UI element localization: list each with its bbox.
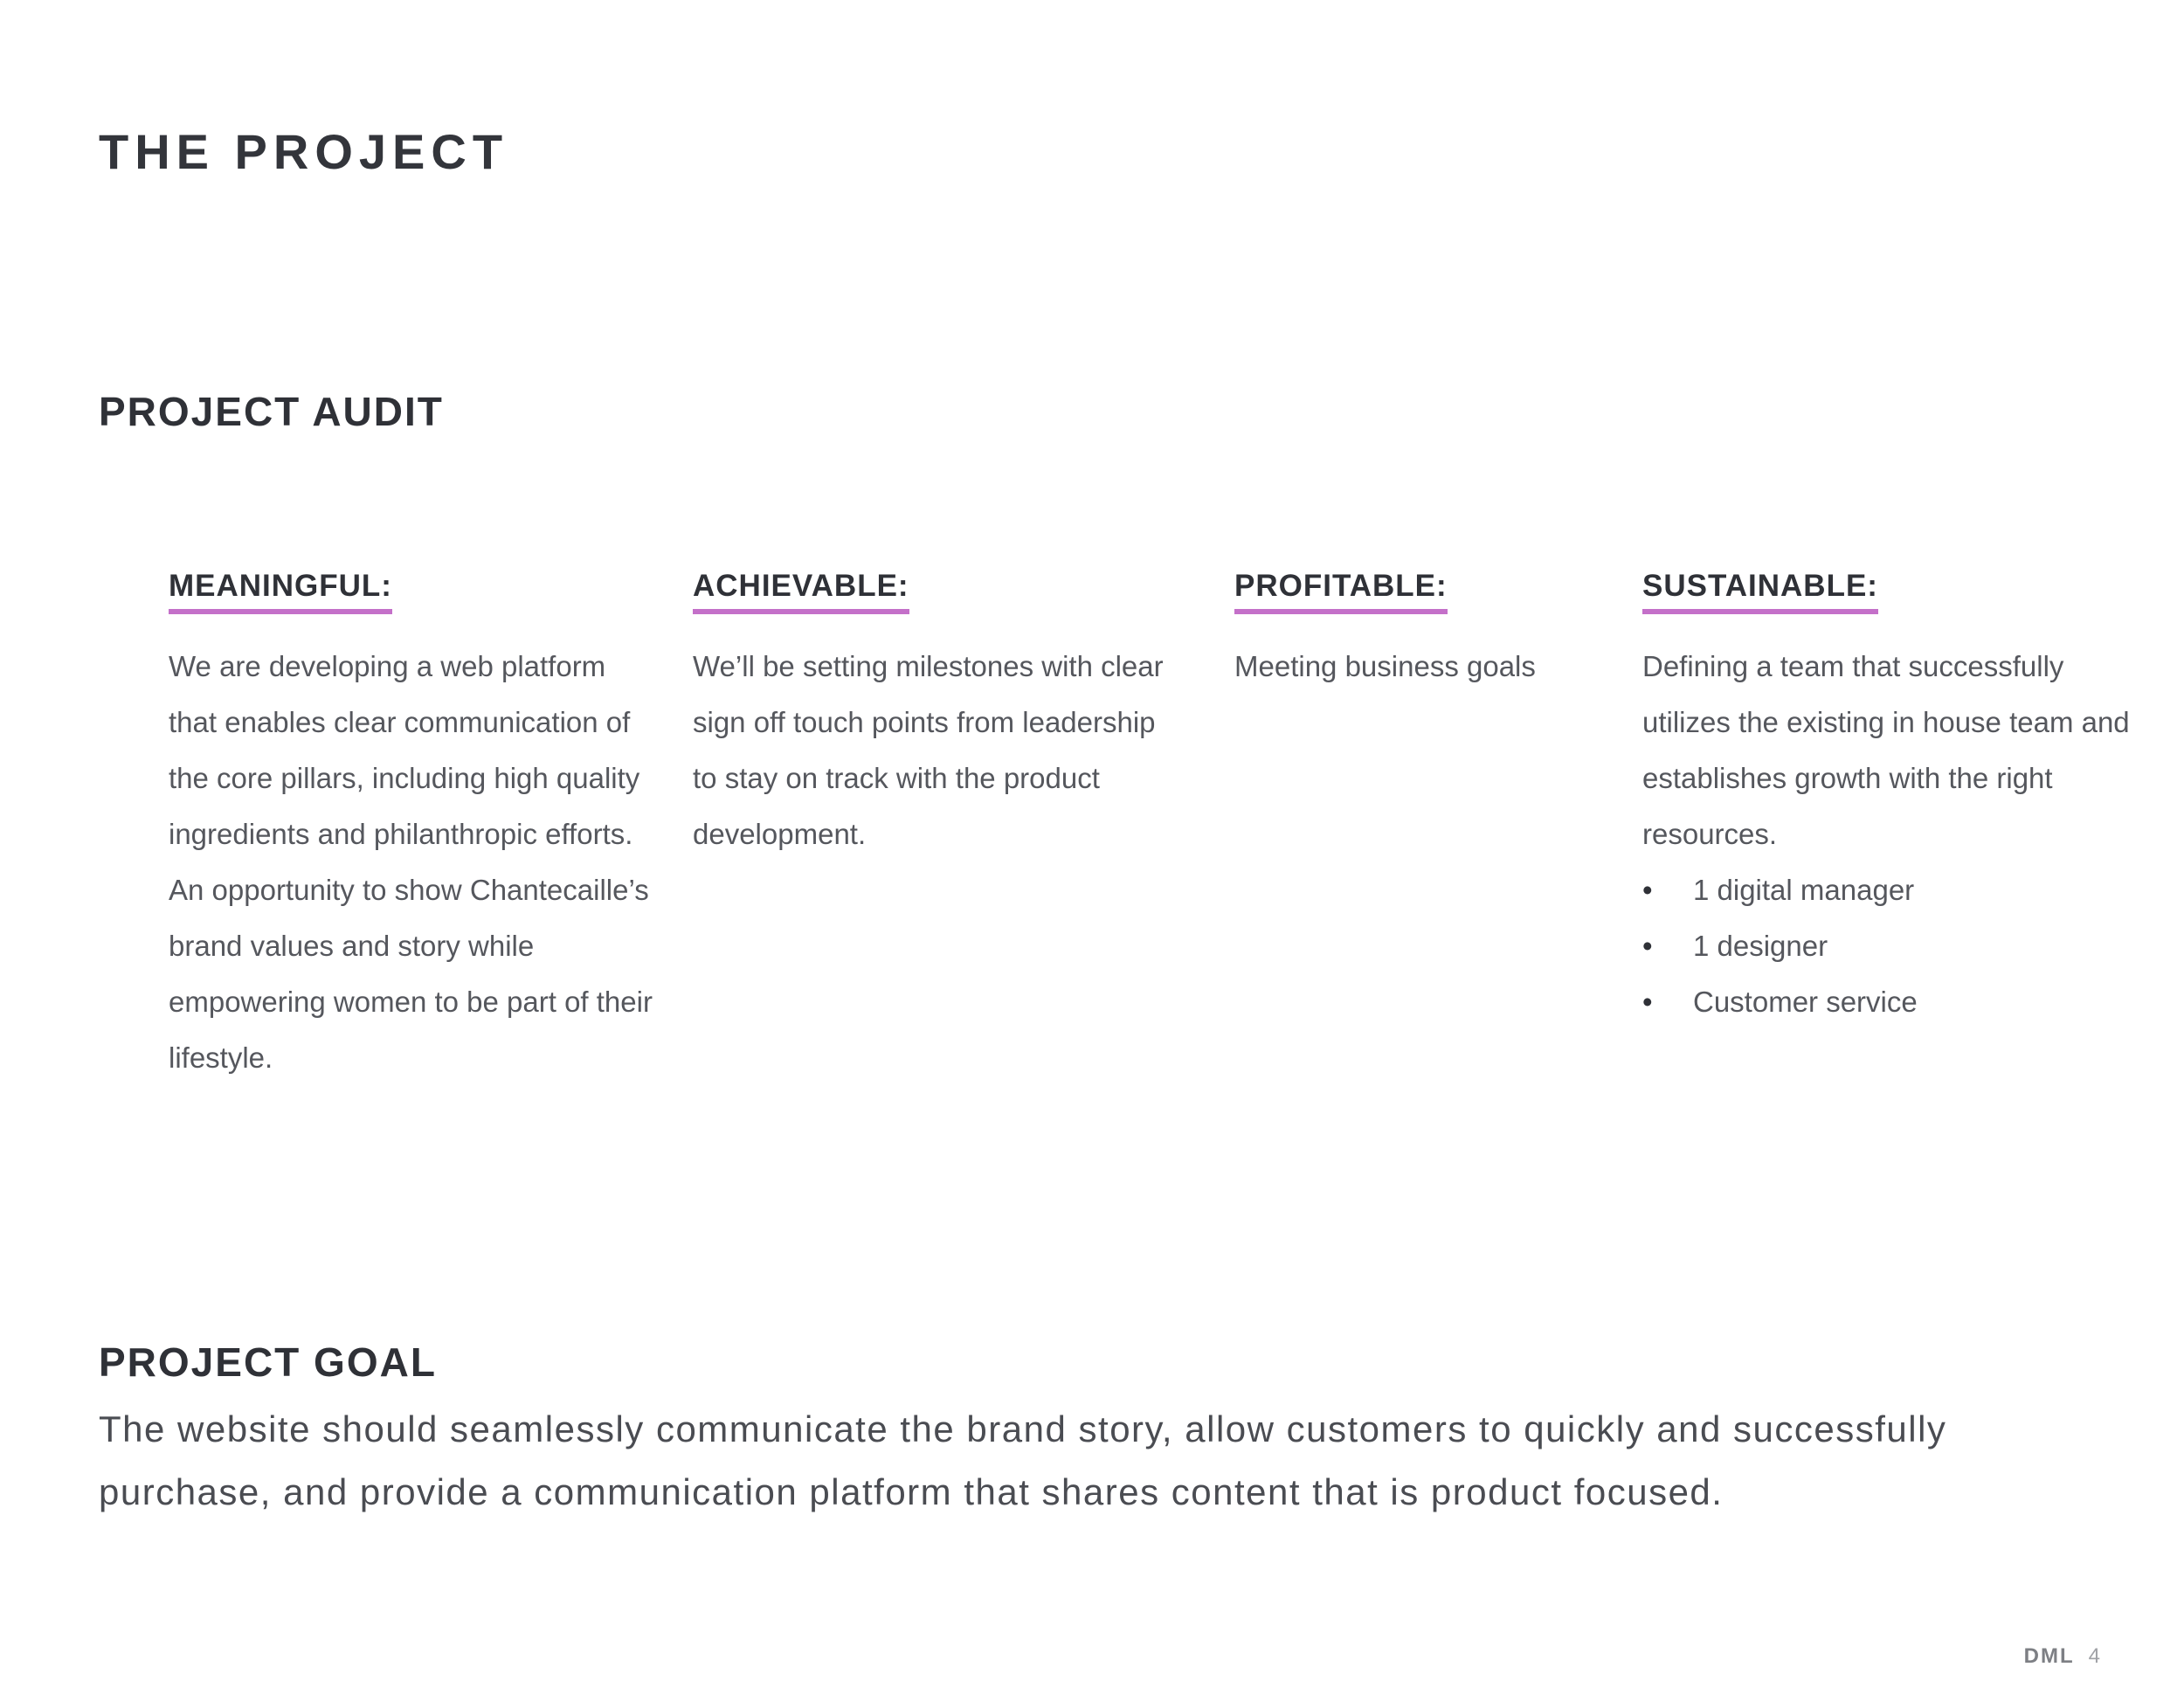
profitable-heading: PROFITABLE: [1234, 570, 1448, 614]
meaningful-heading: MEANINGFUL: [169, 570, 392, 614]
list-item: • 1 designer [1642, 918, 2132, 974]
dml-logo: DML [2023, 1644, 2075, 1668]
audit-column-meaningful [169, 570, 658, 1086]
list-item: • 1 digital manager [1642, 862, 2132, 918]
sustainable-text: Defining a team that successfully utilizes the existing in house team and establishes growth with the right resources. [1642, 649, 2130, 850]
page-footer [2024, 1646, 2100, 1667]
page-title: THE PROJECT [99, 124, 509, 179]
profitable-text: Meeting business goals [1234, 649, 1536, 682]
sustainable-heading: SUSTAINABLE: [1642, 570, 1878, 614]
project-goal-title: PROJECT GOAL [99, 1339, 437, 1385]
project-goal-text: The website should seamlessly communicate the brand story, allow customers to quickly and successfully purchase, and provide a communication platform that shares content that is product focused. [99, 1408, 1947, 1512]
audit-column-profitable [1234, 570, 1601, 695]
list-item: • Customer service [1642, 974, 2132, 1030]
project-audit-title: PROJECT AUDIT [99, 389, 444, 434]
audit-column-sustainable [1642, 570, 2132, 1030]
page-number: 4 [2088, 1644, 2100, 1668]
meaningful-text: We are developing a web platform that enables clear communication of the core pillars, including high quality ingredients and philanthropic efforts. An opportunity to show Chantecaille’s brand values and story while empowering women to be part of their lifestyle. [169, 649, 653, 1074]
sustainable-bullet-list [1642, 862, 2132, 1030]
achievable-heading: ACHIEVABLE: [693, 570, 909, 614]
achievable-text: We’ll be setting milestones with clear sign off touch points from leadership to stay on track with the product development. [693, 649, 1164, 850]
audit-column-achievable [693, 570, 1182, 862]
